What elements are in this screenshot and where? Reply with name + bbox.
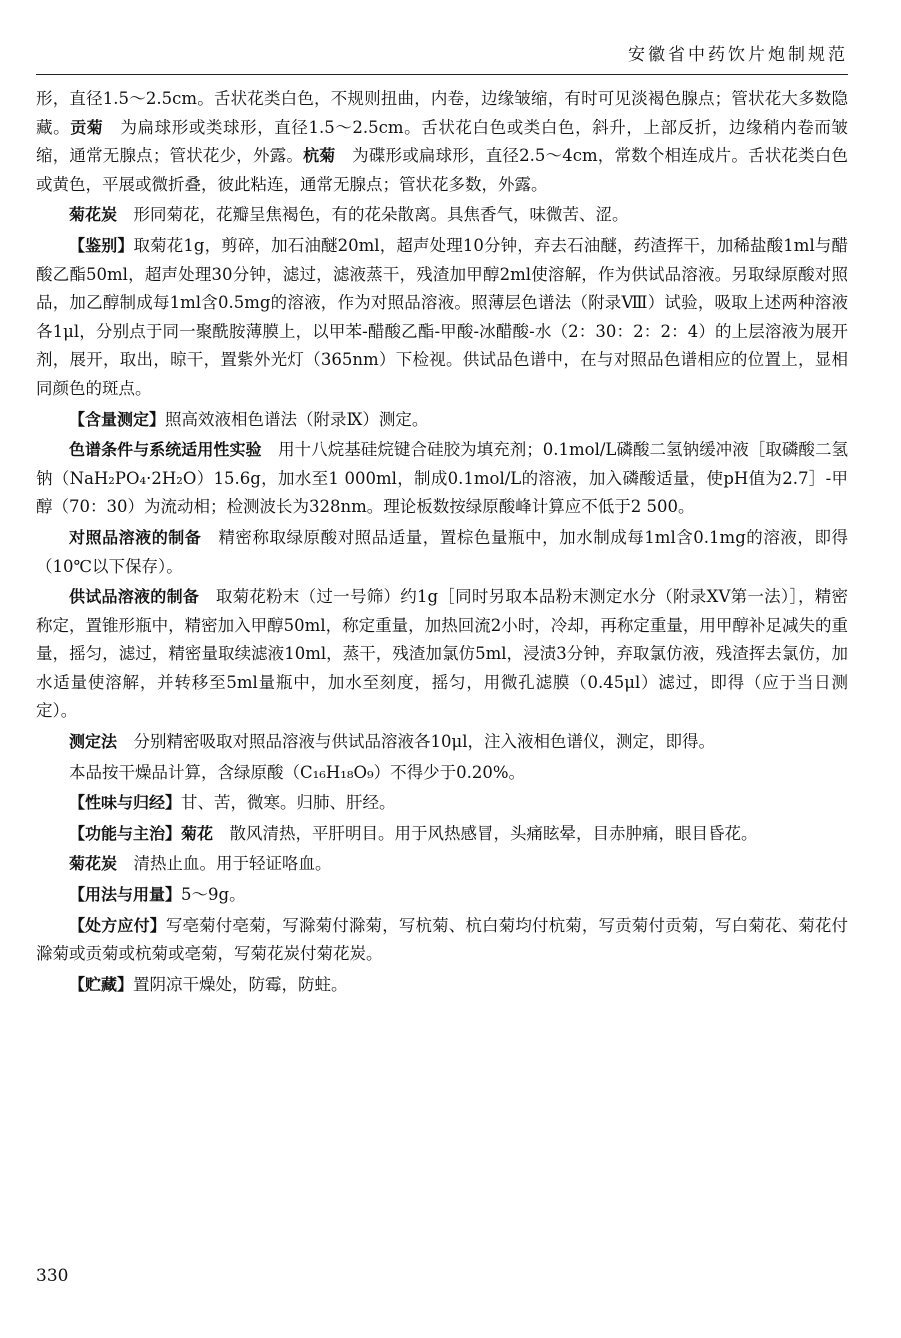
paragraph-content-limit: [36, 759, 848, 788]
paragraph-nature-meridian: [36, 789, 848, 818]
paragraph-lead: 贡菊: [70, 117, 104, 137]
paragraph-lead: 测定法: [69, 732, 118, 752]
paragraph-text: 为碟形或扁球形，直径2.5～4cm，常数个相连成片。舌状花类白色或黄色，平展或微折叠，彼此粘连，通常无腺点；管状花多数，外露。: [36, 146, 848, 194]
paragraph-text: 5～9g。: [181, 885, 246, 905]
paragraph-text: 本品按干燥品计算，含绿原酸（C₁₆H₁₈O₉）不得少于0.20%。: [69, 762, 526, 782]
paragraph-lead: 菊花炭: [69, 205, 118, 225]
paragraph-prescription: [36, 912, 848, 969]
paragraph-text: 清热止血。用于轻证咯血。: [117, 854, 332, 874]
running-header: 安徽省中药饮片炮制规范: [628, 45, 848, 65]
paragraph-charcoal-function: [36, 850, 848, 879]
paragraph-lead: 【贮藏】: [69, 974, 134, 994]
paragraph-text: 形同菊花，花瓣呈焦褐色，有的花朵散离。具焦香气，味微苦、涩。: [117, 205, 629, 225]
paragraph-text: 用十八烷基硅烷键合硅胶为填充剂；0.1mol/L磷酸二氢钠缓冲液［取磷酸二氢钠（NaH₂PO₄·2H₂O）15.6g，加水至1 000ml，制成0.1mol/L的溶液，加入磷酸适量，使pH值为2.7］-甲醇（70：30）为流动相；检测波长为328nm。理论板数按绿原酸峰计算应不低于2 500。: [36, 440, 848, 517]
paragraph-text: 置阴凉干燥处，防霉，防蛀。: [133, 974, 348, 994]
paragraph-charcoal: [36, 201, 848, 230]
paragraph-reference-solution: [36, 524, 848, 581]
paragraph-text: 精密称取绿原酸对照品适量，置棕色量瓶中，加水制成每1ml含0.1mg的溶液，即得（10℃以下保存）。: [36, 527, 848, 576]
paragraph-lead: 【处方应付】: [69, 915, 166, 935]
paragraph-storage: [36, 971, 848, 1000]
page-number: 330: [36, 1266, 69, 1286]
paragraph-text: 为扁球形或类球形，直径1.5～2.5cm。舌状花白色或类白色，斜升，上部反折，边缘稍内卷而皱缩，通常无腺点；管状花少，外露。: [36, 117, 848, 166]
paragraph-chromatography: [36, 436, 848, 522]
paragraph-lead: 【功能与主治】菊花: [69, 823, 214, 843]
paragraph-lead: 【用法与用量】: [69, 885, 182, 905]
paragraph-lead: 【鉴别】: [69, 235, 134, 255]
paragraph-identification: [36, 232, 848, 404]
header-rule: [36, 74, 848, 75]
paragraph-assay: [36, 406, 848, 435]
paragraph-text: 甘、苦，微寒。归肺、肝经。: [181, 793, 396, 813]
paragraph-text: 散风清热，平肝明目。用于风热感冒，头痛眩晕，目赤肿痛，眼目昏花。: [213, 823, 758, 843]
paragraph-lead: 【含量测定】: [69, 409, 166, 429]
paragraph-text: 分别精密吸取对照品溶液与供试品溶液各10μl，注入液相色谱仪，测定，即得。: [117, 732, 716, 752]
paragraph-text: 取菊花1g，剪碎，加石油醚20ml，超声处理10分钟，弃去石油醚，药渣挥干，加稀盐酸1ml与醋酸乙酯50ml，超声处理30分钟，滤过，滤液蒸干，残渣加甲醇2ml使溶解，作为供试品溶液。另取绿原酸对照品，加乙醇制成每1ml含0.5mg的溶液，作为对照品溶液。照薄层色谱法（附录Ⅷ）试验，吸取上述两种溶液各1μl，分别点于同一聚酰胺薄膜上，以甲苯-醋酸乙酯-甲酸-冰醋酸-水（2：30：2：2：4）的上层溶液为展开剂，展开，取出，晾干，置紫外光灯（365nm）下检视。供试品色谱中，在与对照品色谱相应的位置上，显相同颜色的斑点。: [36, 235, 848, 398]
paragraph-function: [36, 820, 848, 849]
paragraph-procedure: [36, 728, 848, 757]
page-body: [36, 85, 848, 999]
paragraph-description-continued: [36, 85, 848, 199]
paragraph-text: 形，直径1.5～2.5cm。舌状花类白色，不规则扭曲，内卷，边缘皱缩，有时可见淡褐色腺点；管状花大多数隐藏。: [36, 89, 848, 137]
paragraph-text: 照高效液相色谱法（附录Ⅸ）测定。: [165, 409, 429, 429]
paragraph-text: 取菊花粉末（过一号筛）约1g［同时另取本品粉末测定水分（附录ⅩⅤ第一法）］，精密称定，置锥形瓶中，精密加入甲醇50ml，称定重量，加热回流2小时，冷却，再称定重量，用甲醇补足减失的重量，摇匀，滤过，精密量取续滤液10ml，蒸干，残渣加氯仿5ml，浸渍3分钟，弃取氯仿液，残渣挥去氯仿，加水适量使溶解，并转移至5ml量瓶中，加水至刻度，摇匀，用微孔滤膜（0.45μl）滤过，即得（应于当日测定）。: [36, 587, 848, 721]
paragraph-test-solution: [36, 583, 848, 726]
paragraph-lead: 色谱条件与系统适用性实验: [69, 440, 262, 460]
paragraph-lead: 供试品溶液的制备: [69, 587, 200, 607]
paragraph-lead: 菊花炭: [69, 854, 118, 874]
paragraph-lead: 对照品溶液的制备: [69, 527, 202, 547]
paragraph-text: 写亳菊付亳菊，写滁菊付滁菊，写杭菊、杭白菊均付杭菊，写贡菊付贡菊，写白菊花、菊花付滁菊或贡菊或杭菊或亳菊，写菊花炭付菊花炭。: [36, 915, 848, 964]
paragraph-lead: 杭菊: [303, 146, 336, 166]
paragraph-dosage: [36, 881, 848, 910]
paragraph-lead: 【性味与归经】: [69, 793, 182, 813]
